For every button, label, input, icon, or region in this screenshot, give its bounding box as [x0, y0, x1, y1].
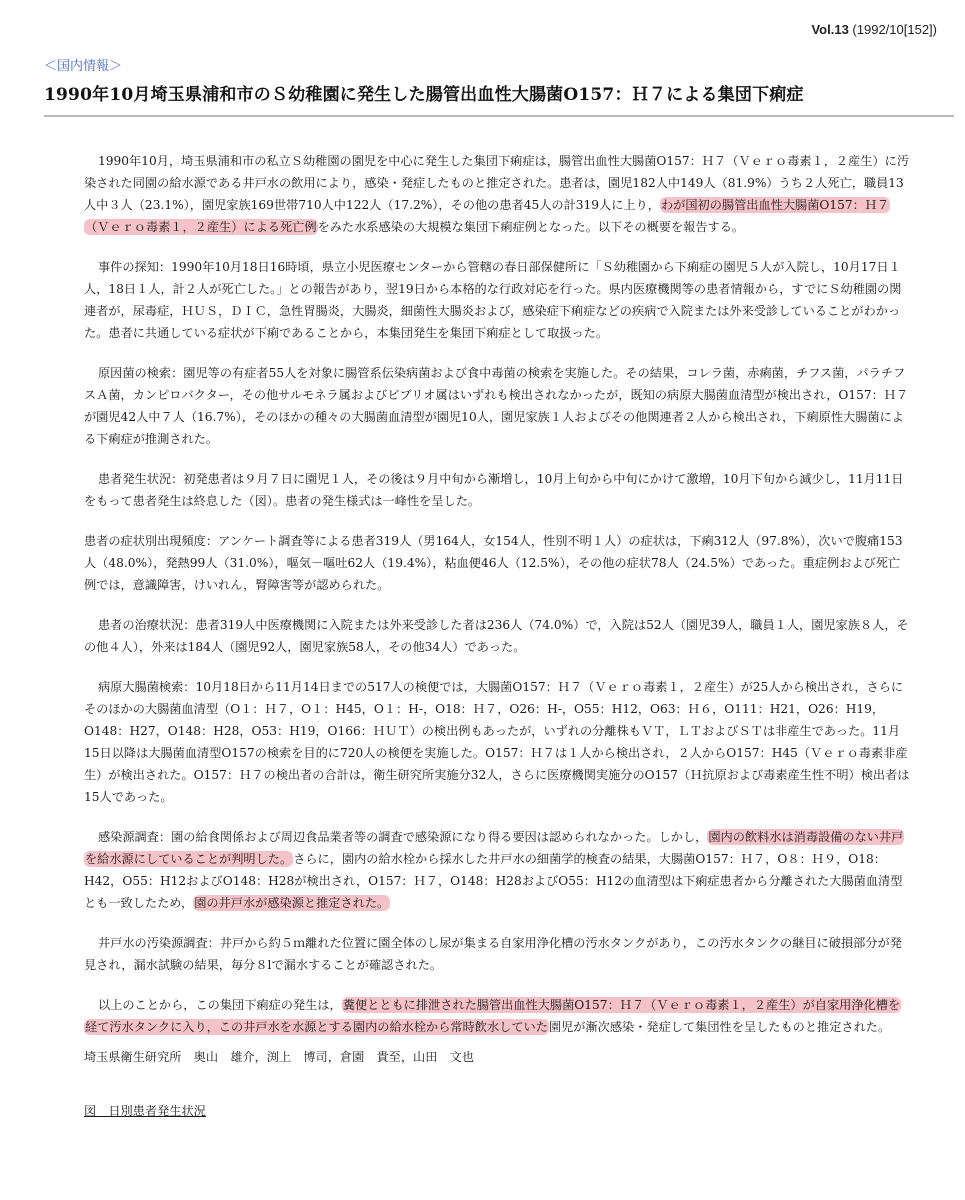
- category-label: ＜国内情報＞: [44, 59, 123, 74]
- volume-label: Vol.13 (1992/10[152]): [811, 22, 937, 37]
- paragraph-detection: 事件の探知：1990年10月18日16時頃，県立小児医療センターから管轄の春日部保健所に「Ｓ幼稚園から下痢症の園児５人が入院し，10月17日１人，18日１人，計２人が死亡した。」との報告があり，翌19日から本格的な行政対応を行った。県内医療機関等の患者情報から，すでにＳ幼稚園の関連者が，尿毒症，ＨＵＳ，ＤＩＣ，急性胃腸炎，大腸炎，細菌性大腸炎および，感染症下痢症などの疾病で入院または外来受診していることがわかった。患者に共通している症状が下痢であることから，本集団発生を集団下痢症として取扱った。: [84, 260, 902, 340]
- paragraph-ecoli-testing: 病原大腸菌検索：10月18日から11月14日までの517人の検便では，大腸菌O157：Ｈ７（Ｖｅｒｏ毒素１，２産生）が25人から検出され，さらにそのほかの大腸菌血清型（O１：Ｈ７，O１：H45，O１：H-，O18：Ｈ７，O26：H-，O55：H12，O63：Ｈ６，O111：H21，O26：H19，O148：H27，O148：H28，O53：H19，O166：ＨＵＴ）の検出例もあったが，いずれの分離株もＶＴ，ＬＴおよびＳＴは非産生であった。11月15日以降は大腸菌血清型O157の検索を目的に720人の検便を実施した。O157：Ｈ７は１人から検出され，２人からO157：H45（Ｖｅｒｏ毒素非産生）が検出された。O157：Ｈ７の検出者の合計は，衛生研究所実施分32人，さらに医療機関実施分のO157（Ｈ抗原および毒素産生性不明）検出者は15人であった。: [84, 680, 910, 804]
- paragraph-symptoms: 患者の症状別出現頻度：アンケート調査等による患者319人（男164人，女154人，性別不明１人）の症状は，下痢312人（97.8%），次いで腹痛153人（48.0%），発熱99人（31.0%），嘔気－嘔吐62人（19.4%），粘血便46人（12.5%），その他の症状78人（24.5%）であった。重症例および死亡例では，意識障害，けいれん，腎障害等が認められた。: [84, 534, 903, 592]
- article-body: [84, 150, 912, 1056]
- authors: 埼玉県衛生研究所 奥山 雄介，渕上 博司，倉園 貴至，山田 文也: [84, 1050, 474, 1064]
- page-title: 1990年10月埼玉県浦和市のＳ幼稚園に発生した腸管出血性大腸菌O157：Ｈ７による集団下痢症: [44, 85, 804, 105]
- title-divider: [44, 115, 954, 117]
- highlight-well-source: 園の井戸水が感染源と推定された。: [194, 896, 390, 910]
- paragraph-summary: 1990年10月，埼玉県浦和市の私立Ｓ幼稚園の園児を中心に発生した集団下痢症は，腸管出血性大腸菌O157：Ｈ７（Ｖｅｒｏ毒素１，２産生）に汚染された同園の給水源である井戸水の飲用により，感染・発症したものと推定された。患者は，園児182人中149人（81.9%）うち２人死亡，職員13人中３人（23.1%），園児家族169世帯710人中122人（17.2%），その他の患者45人の計319人に上り，わが国初の腸管出血性大腸菌O157：Ｈ７（Ｖｅｒｏ毒素１，２産生）による死亡例をみた水系感染の大規模な集団下痢症例となった。以下その概要を報告する。: [84, 154, 910, 234]
- figure-link[interactable]: 図 日別患者発生状況: [84, 1104, 206, 1118]
- highlight-first-death-case: わが国初の腸管出血性大腸菌O157：Ｈ７（Ｖｅｒｏ毒素１，２産生）による死亡例: [85, 198, 890, 234]
- highlight-unchlorinated-well: 園内の飲料水は消毒設備のない井戸を給水源にしていることが判明した。: [85, 830, 904, 866]
- paragraph-conclusion: 以上のことから，この集団下痢症の発生は，糞便とともに排泄された腸管出血性大腸菌O157：Ｈ７（Ｖｅｒｏ毒素１，２産生）が自家用浄化槽を経て汚水タンクに入り，この井戸水を水源とする園内の給水栓から常時飲水していた園児が漸次感染・発症して集団性を呈したものと推定された。: [85, 998, 901, 1034]
- highlight-transmission-route: 糞便とともに排泄された腸管出血性大腸菌O157：Ｈ７（Ｖｅｒｏ毒素１，２産生）が自家用浄化槽を経て汚水タンクに入り，この井戸水を水源とする園内の給水栓から常時飲水していた: [85, 998, 901, 1034]
- paragraph-pathogen-search: 原因菌の検索：園児等の有症者55人を対象に腸管系伝染病菌および食中毒菌の検索を実施した。その結果，コレラ菌，赤痢菌，チフス菌，パラチフスＡ菌，カンピロバクター，その他サルモネラ属およびビブリオ属はいずれも検出されなかったが，既知の病原大腸菌血清型が検出され，O157：Ｈ７が園児42人中７人（16.7%），そのほかの種々の大腸菌血清型が園児10人，園児家族１人およびその他関連者２人から検出され，下痢原性大腸菌による下痢症が推測された。: [84, 366, 909, 446]
- paragraph-source-investigation: 感染源調査：園の給食関係および周辺食品業者等の調査で感染源になり得る要因は認められなかった。しかし，園内の飲料水は消毒設備のない井戸を給水源にしていることが判明した。さらに，園内の給水栓から採水した井戸水の細菌学的検査の結果，大腸菌O157：Ｈ７，O８：Ｈ９，O18：H42，O55：H12およびO148：H28が検出され，O157：Ｈ７，O148：H28およびO55：H12の血清型は下痢症患者から分離された大腸菌血清型とも一致したため，園の井戸水が感染源と推定された。: [84, 830, 904, 910]
- paragraph-treatment: 患者の治療状況：患者319人中医療機関に入院または外来受診した者は236人（74.0%）で，入院は52人（園児39人，職員１人，園児家族８人，その他４人），外来は184人（園児92人，園児家族58人，その他34人）であった。: [84, 618, 909, 654]
- paragraph-contamination-source: 井戸水の汚染源調査：井戸から約５ｍ離れた位置に園全体のし尿が集まる自家用浄化槽の汚水タンクがあり，この汚水タンクの継目に破損部分が発見され，漏水試験の結果，毎分８lで漏水することが確認された。: [84, 936, 902, 972]
- paragraph-outbreak-status: 患者発生状況：初発患者は９月７日に園児１人，その後は９月中旬から漸増し，10月上旬から中旬にかけて激増，10月下旬から減少し，11月11日をもって患者発生は終息した（図）。患者の発生様式は一峰性を呈した。: [84, 472, 904, 508]
